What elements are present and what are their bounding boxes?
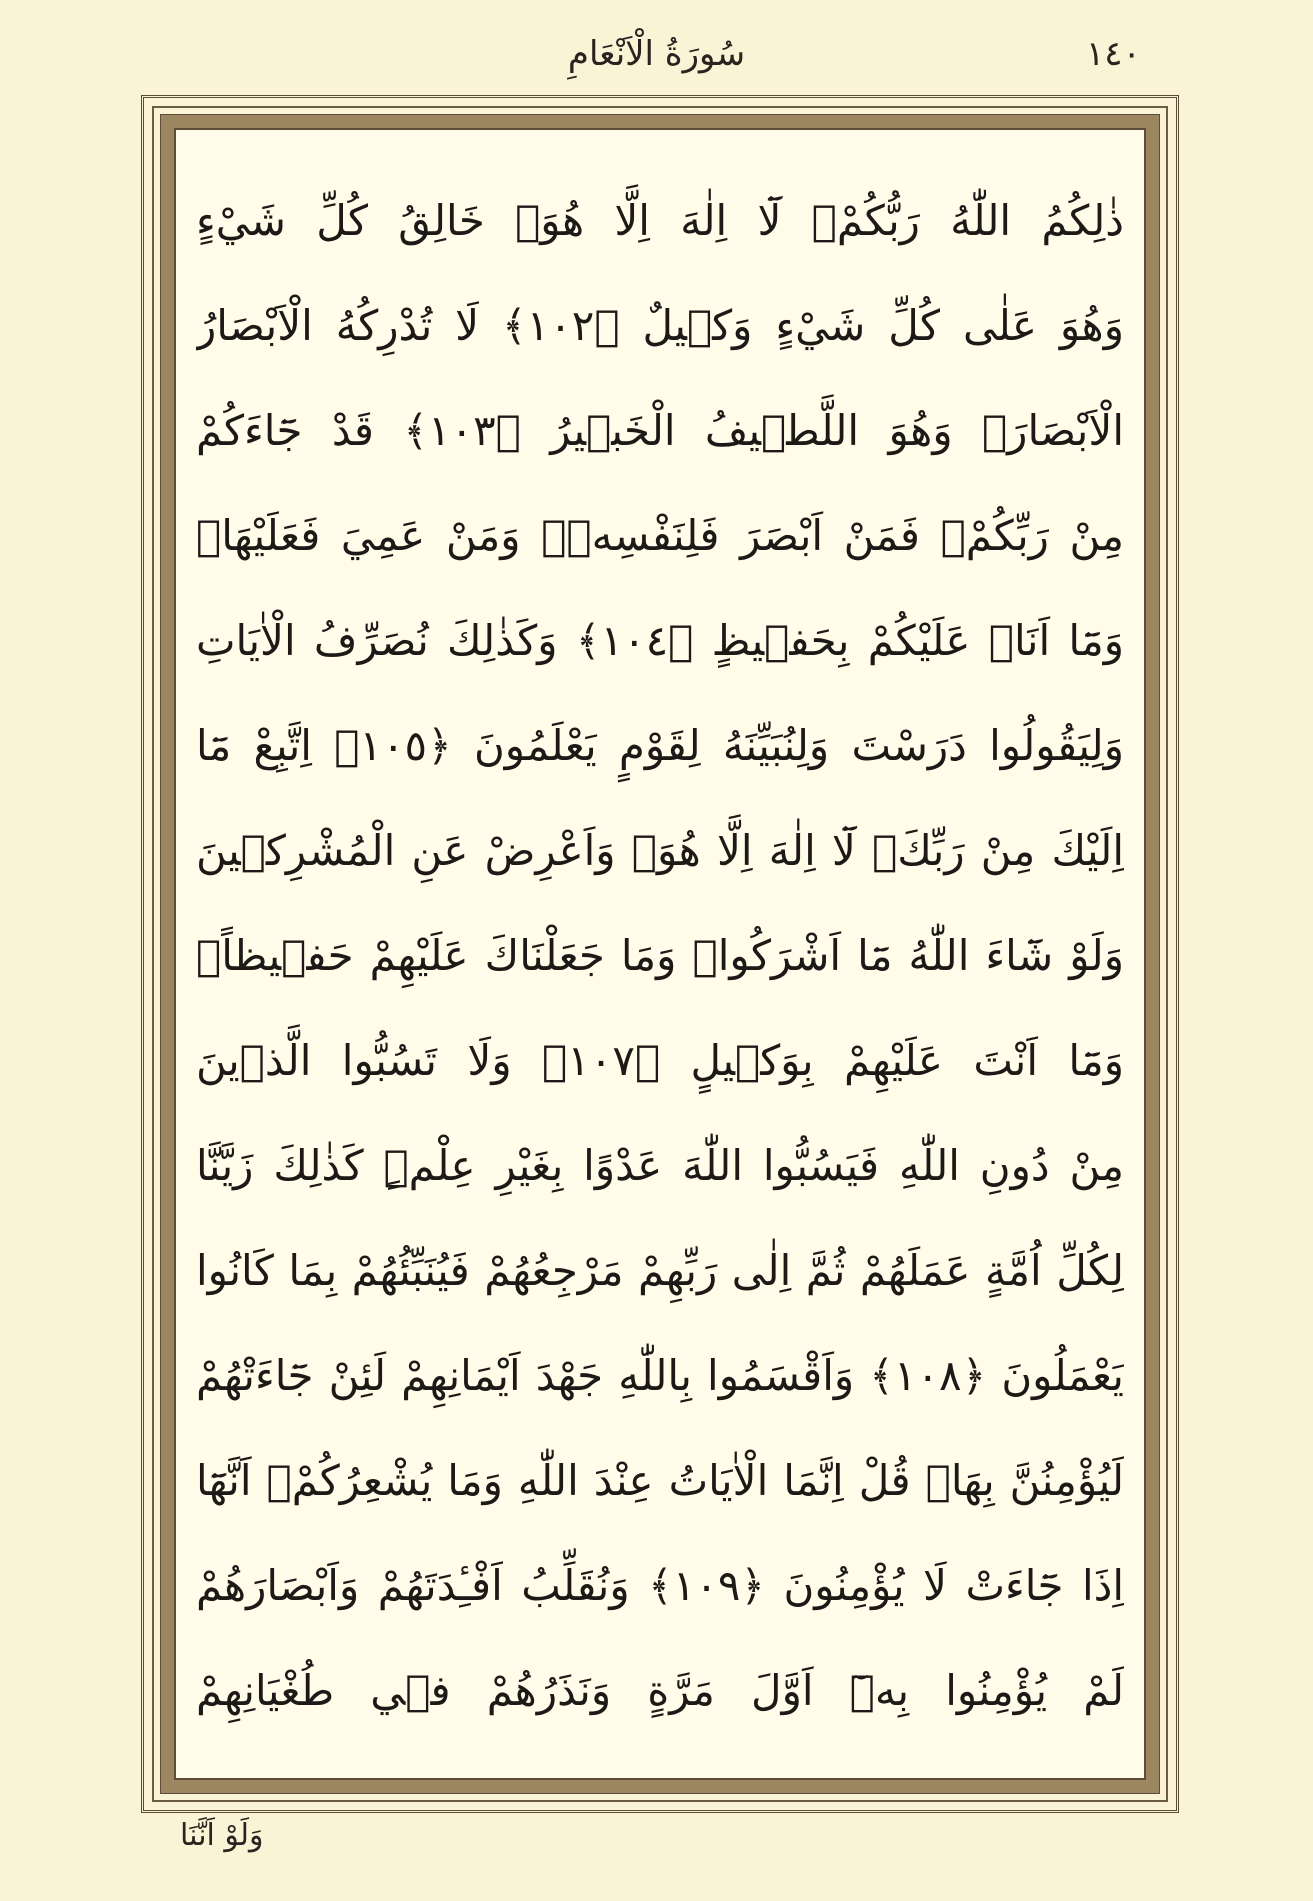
verse-text-block: [196, 168, 1124, 1743]
page-header: [0, 34, 1313, 94]
catchword: وَلَوْ اَنَّنَا: [180, 1818, 264, 1853]
text-line: وَهُوَ عَلٰى كُلِّ شَيْءٍ وَك۪يلٌ ﴿١٠٢﴾ لَا تُدْرِكُهُ الْاَبْصَارُ: [196, 301, 1124, 350]
page-number: ١٤٠: [1086, 34, 1141, 74]
text-line: لِكُلِّ اُمَّةٍ عَمَلَهُمْ ثُمَّ اِلٰى رَبِّهِمْ مَرْجِعُهُمْ فَيُنَبِّئُهُمْ بِمَا كَانُوا: [196, 1246, 1124, 1295]
surah-title: سُورَةُ الْاَنْعَامِ: [567, 34, 746, 74]
ornamental-frame: [141, 95, 1179, 1813]
text-line: الْاَبْصَارَۚ وَهُوَ اللَّط۪يفُ الْخَب۪يرُ ﴿١٠٣﴾ قَدْ جَٓاءَكُمْ: [196, 406, 1124, 455]
text-line: لَيُؤْمِنُنَّ بِهَاۜ قُلْ اِنَّمَا الْاٰيَاتُ عِنْدَ اللّٰهِ وَمَا يُشْعِرُكُمْۙ اَنَّهَٓا: [196, 1456, 1124, 1505]
text-line: مِنْ رَبِّكُمْۚ فَمَنْ اَبْصَرَ فَلِنَفْسِه۪ۚ وَمَنْ عَمِيَ فَعَلَيْهَاۜ: [196, 511, 1124, 560]
text-line: وَمَٓا اَنْتَ عَلَيْهِمْ بِوَك۪يلٍ ﴿١٠٧﴾ وَلَا تَسُبُّوا الَّذ۪ينَ: [196, 1036, 1124, 1085]
text-line: ذٰلِكُمُ اللّٰهُ رَبُّكُمْۚ لَٓا اِلٰهَ اِلَّا هُوَۚ خَالِقُ كُلِّ شَيْءٍ: [196, 196, 1124, 245]
text-line: وَمَٓا اَنَا۬ عَلَيْكُمْ بِحَف۪يظٍ ﴿١٠٤﴾ وَكَذٰلِكَ نُصَرِّفُ الْاٰيَاتِ: [196, 616, 1124, 665]
text-panel: [174, 128, 1146, 1780]
text-line: لَمْ يُؤْمِنُوا بِه۪ٓ اَوَّلَ مَرَّةٍ وَنَذَرُهُمْ ف۪ي طُغْيَانِهِمْ: [196, 1666, 1124, 1715]
text-line: مِنْ دُونِ اللّٰهِ فَيَسُبُّوا اللّٰهَ عَدْوًا بِغَيْرِ عِلْمٍۜ كَذٰلِكَ زَيَّنَّا: [196, 1141, 1124, 1190]
text-line: وَلِيَقُولُوا دَرَسْتَ وَلِنُبَيِّنَهُ لِقَوْمٍ يَعْلَمُونَ ﴿١٠٥﴾ اِتَّبِعْ مَٓا: [196, 721, 1124, 770]
text-line: اِلَيْكَ مِنْ رَبِّكَۚ لَٓا اِلٰهَ اِلَّا هُوَۚ وَاَعْرِضْ عَنِ الْمُشْرِك۪ينَ: [196, 826, 1124, 875]
text-line: يَعْمَلُونَ ﴿١٠٨﴾ وَاَقْسَمُوا بِاللّٰهِ جَهْدَ اَيْمَانِهِمْ لَئِنْ جَٓاءَتْهُمْ: [196, 1351, 1124, 1400]
text-line: وَلَوْ شَٓاءَ اللّٰهُ مَٓا اَشْرَكُواۜ وَمَا جَعَلْنَاكَ عَلَيْهِمْ حَف۪يظاًۚ: [196, 931, 1124, 980]
text-line: اِذَا جَٓاءَتْ لَا يُؤْمِنُونَ ﴿١٠٩﴾ وَنُقَلِّبُ اَفْـِٔدَتَهُمْ وَاَبْصَارَهُمْ: [196, 1561, 1124, 1610]
